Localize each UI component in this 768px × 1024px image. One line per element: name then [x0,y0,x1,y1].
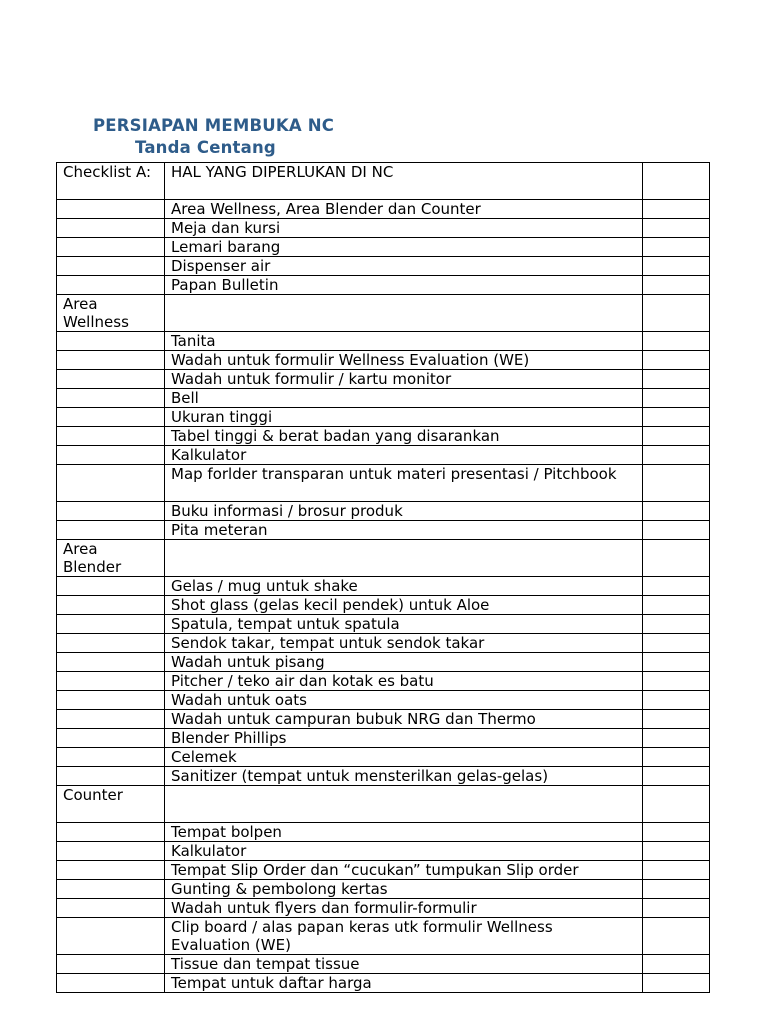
table-row [57,502,710,521]
item-cell: Pita meteran [165,521,643,540]
section-cell [57,465,165,502]
header-check-cell[interactable] [643,163,710,200]
section-cell: Area Wellness [57,295,165,332]
table-row [57,918,710,955]
item-cell: Dispenser air [165,257,643,276]
item-cell: Tempat untuk daftar harga [165,974,643,993]
item-cell: Buku informasi / brosur produk [165,502,643,521]
check-cell[interactable] [643,465,710,502]
table-row [57,370,710,389]
item-cell: Kalkulator [165,446,643,465]
item-cell: Bell [165,389,643,408]
check-cell[interactable] [643,577,710,596]
check-cell[interactable] [643,408,710,427]
section-cell [57,408,165,427]
check-cell[interactable] [643,389,710,408]
table-row [57,389,710,408]
table-row [57,880,710,899]
page-subtitle: Tanda Centang [135,138,276,157]
table-row [57,899,710,918]
check-cell[interactable] [643,861,710,880]
table-row [57,521,710,540]
check-cell[interactable] [643,295,710,332]
table-row [57,408,710,427]
item-cell: Spatula, tempat untuk spatula [165,615,643,634]
check-cell[interactable] [643,710,710,729]
table-row [57,729,710,748]
item-cell: Gunting & pembolong kertas [165,880,643,899]
item-cell: Pitcher / teko air dan kotak es batu [165,672,643,691]
table-row [57,672,710,691]
section-cell [57,899,165,918]
section-cell [57,332,165,351]
check-cell[interactable] [643,823,710,842]
check-cell[interactable] [643,427,710,446]
section-cell [57,672,165,691]
table-row [57,634,710,653]
table-row [57,465,710,502]
table-row [57,861,710,880]
table-row [57,955,710,974]
check-cell[interactable] [643,899,710,918]
section-cell [57,710,165,729]
item-cell: Blender Phillips [165,729,643,748]
item-cell: Kalkulator [165,842,643,861]
check-cell[interactable] [643,615,710,634]
item-cell: Sendok takar, tempat untuk sendok takar [165,634,643,653]
table-row [57,691,710,710]
section-cell [57,389,165,408]
section-cell [57,748,165,767]
header-items-cell: HAL YANG DIPERLUKAN DI NC [165,163,643,200]
section-cell [57,596,165,615]
item-cell: Tempat bolpen [165,823,643,842]
section-cell [57,974,165,993]
check-cell[interactable] [643,219,710,238]
check-cell[interactable] [643,540,710,577]
table-row [57,238,710,257]
item-cell [165,540,643,577]
section-cell [57,219,165,238]
check-cell[interactable] [643,653,710,672]
table-row [57,842,710,861]
check-cell[interactable] [643,672,710,691]
section-cell: Counter [57,786,165,823]
item-cell: Wadah untuk pisang [165,653,643,672]
check-cell[interactable] [643,634,710,653]
check-cell[interactable] [643,974,710,993]
table-row [57,276,710,295]
item-cell: Wadah untuk oats [165,691,643,710]
check-cell[interactable] [643,276,710,295]
section-cell [57,200,165,219]
table-row [57,974,710,993]
check-cell[interactable] [643,786,710,823]
table-row [57,615,710,634]
table-row [57,653,710,672]
table-row [57,748,710,767]
check-cell[interactable] [643,521,710,540]
check-cell[interactable] [643,502,710,521]
table-row [57,596,710,615]
section-cell [57,257,165,276]
section-cell [57,955,165,974]
item-cell: Tempat Slip Order dan “cucukan” tumpukan Slip order [165,861,643,880]
table-row [57,351,710,370]
section-cell [57,351,165,370]
item-cell: Map forlder transparan untuk materi presentasi / Pitchbook [165,465,643,502]
section-cell [57,842,165,861]
section-cell [57,577,165,596]
item-cell: Sanitizer (tempat untuk mensterilkan gelas-gelas) [165,767,643,786]
item-cell: Tissue dan tempat tissue [165,955,643,974]
section-cell [57,615,165,634]
check-cell[interactable] [643,351,710,370]
table-header-row [57,163,710,200]
check-cell[interactable] [643,729,710,748]
table-row [57,446,710,465]
table-row [57,257,710,276]
item-cell: Clip board / alas papan keras utk formulir Wellness Evaluation (WE) [165,918,643,955]
table-row [57,427,710,446]
section-row [57,540,710,577]
section-cell: Area Blender [57,540,165,577]
table-row [57,767,710,786]
table-row [57,200,710,219]
checklist-table [56,162,710,993]
section-row [57,786,710,823]
check-cell[interactable] [643,691,710,710]
section-cell [57,918,165,955]
check-cell[interactable] [643,446,710,465]
check-cell[interactable] [643,880,710,899]
item-cell: Meja dan kursi [165,219,643,238]
section-cell [57,446,165,465]
check-cell[interactable] [643,257,710,276]
check-cell[interactable] [643,842,710,861]
table-row [57,823,710,842]
item-cell: Wadah untuk flyers dan formulir-formulir [165,899,643,918]
check-cell[interactable] [643,200,710,219]
item-cell: Lemari barang [165,238,643,257]
item-cell: Shot glass (gelas kecil pendek) untuk Aloe [165,596,643,615]
section-cell [57,861,165,880]
section-row [57,295,710,332]
check-cell[interactable] [643,748,710,767]
item-cell: Area Wellness, Area Blender dan Counter [165,200,643,219]
item-cell: Tabel tinggi & berat badan yang disarankan [165,427,643,446]
section-cell [57,823,165,842]
check-cell[interactable] [643,238,710,257]
item-cell: Gelas / mug untuk shake [165,577,643,596]
check-cell[interactable] [643,918,710,955]
section-cell [57,767,165,786]
item-cell: Ukuran tinggi [165,408,643,427]
section-cell [57,238,165,257]
section-cell [57,634,165,653]
section-cell [57,502,165,521]
table-row [57,577,710,596]
section-cell [57,691,165,710]
item-cell: Wadah untuk campuran bubuk NRG dan Thermo [165,710,643,729]
item-cell: Papan Bulletin [165,276,643,295]
item-cell: Wadah untuk formulir Wellness Evaluation (WE) [165,351,643,370]
table-row [57,332,710,351]
item-cell [165,295,643,332]
checklist-body [57,163,710,993]
header-checklist-cell: Checklist A: [57,163,165,200]
section-cell [57,521,165,540]
item-cell [165,786,643,823]
check-cell[interactable] [643,955,710,974]
check-cell[interactable] [643,596,710,615]
table-row [57,710,710,729]
check-cell[interactable] [643,332,710,351]
page-title: PERSIAPAN MEMBUKA NC [93,116,335,135]
section-cell [57,880,165,899]
section-cell [57,276,165,295]
section-cell [57,427,165,446]
check-cell[interactable] [643,370,710,389]
section-cell [57,370,165,389]
table-row [57,219,710,238]
check-cell[interactable] [643,767,710,786]
item-cell: Tanita [165,332,643,351]
item-cell: Wadah untuk formulir / kartu monitor [165,370,643,389]
section-cell [57,653,165,672]
section-cell [57,729,165,748]
item-cell: Celemek [165,748,643,767]
